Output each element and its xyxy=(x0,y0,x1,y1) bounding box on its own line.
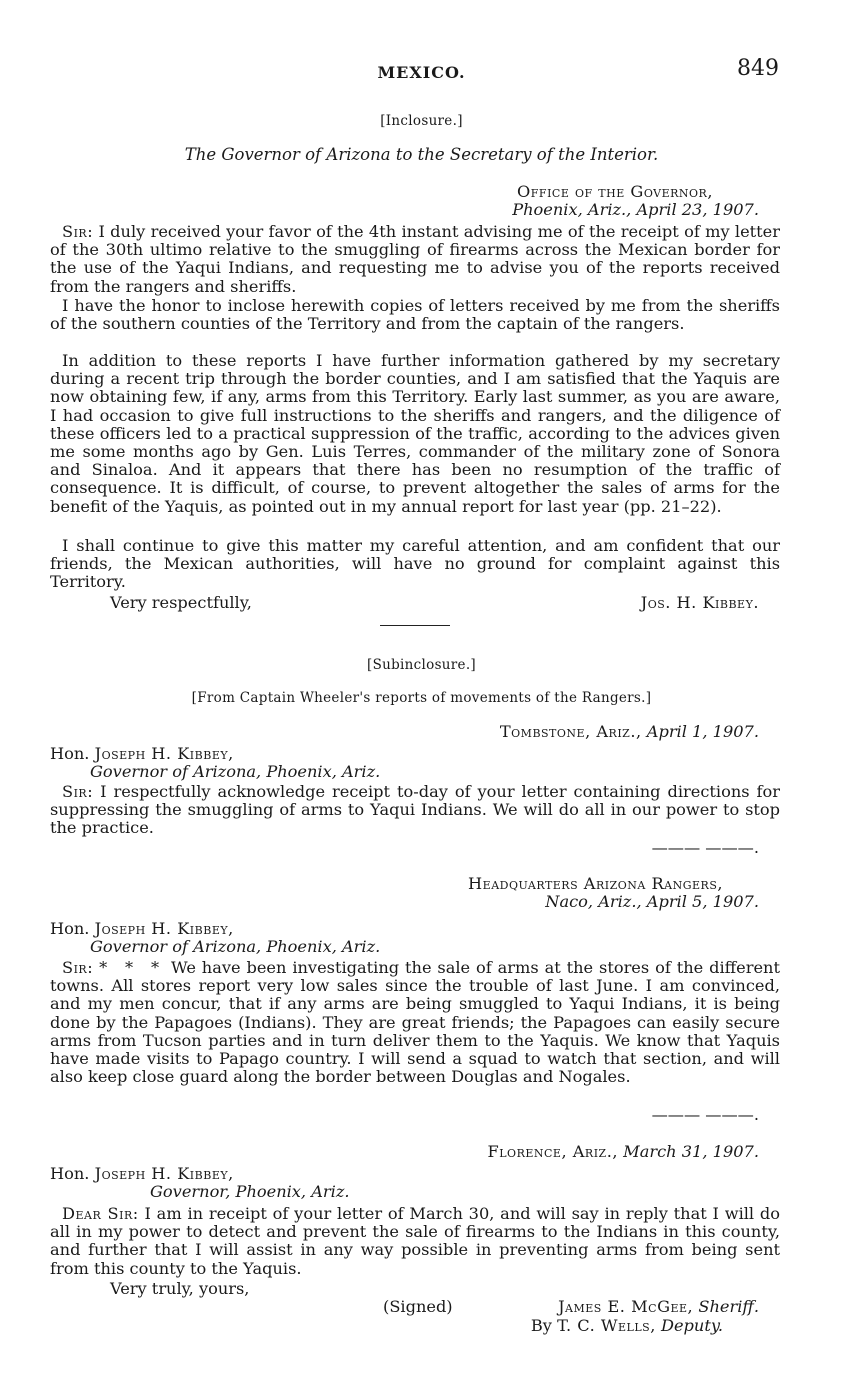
letter2-addressee-title: Governor of Arizona, Phoenix, Ariz. xyxy=(90,937,381,956)
letter3-place-date: Florence, Ariz., March 31, 1907. xyxy=(487,1142,759,1161)
office-line: Office of the Governor, xyxy=(517,182,713,201)
page-number: 849 xyxy=(737,56,779,81)
letter3-closing: Very truly, yours, xyxy=(110,1279,250,1298)
governor-letter-paragraph-2: I have the honor to inclose herewith copies of letters received by me from the sheriffs of the southern counties of the Territory and from the captain of the rangers. xyxy=(50,296,780,334)
letter3-signer: James E. McGee, Sheriff. xyxy=(558,1297,759,1316)
governor-letter-paragraph-4: I shall continue to give this matter my careful attention, and am confident that our friends, the Mexican authorities, will have no ground for complaint against this Territory. xyxy=(50,536,780,592)
letter3-addressee-title: Governor, Phoenix, Ariz. xyxy=(150,1182,350,1201)
governor-letter-paragraph-1: Sir: I duly received your favor of the 4th instant advising me of the receipt of my letter of the 30th ultimo relative to the smuggling of firearms across the Mexican border for the use of the Yaqui Indians, and requesting me to advise you of the reports received from the rangers and sheriffs. xyxy=(50,222,780,296)
letter2-place-date: Naco, Ariz., April 5, 1907. xyxy=(545,892,759,911)
letter1-place-date: Tombstone, Ariz., April 1, 1907. xyxy=(499,722,759,741)
letter1-addressee: Hon. Joseph H. Kibbey, xyxy=(50,744,234,763)
office-place-date: Phoenix, Ariz., April 23, 1907. xyxy=(512,200,759,219)
letter3-addressee: Hon. Joseph H. Kibbey, xyxy=(50,1164,234,1183)
section-divider xyxy=(380,625,450,626)
closing: Very respectfully, xyxy=(110,593,252,612)
letter1-signature-blank: ——— ———. xyxy=(651,838,759,857)
letter2-body: Sir: * * * We have been investigating the sale of arms at the stores of the different towns. All stores report very low sales since the trouble of last June. I am convinced, and my men concur, that if any arms are being smuggled to Yaqui Indians, it is being done by the Papagoes (Indians). They are great friends; the Papagoes can easily secure arms from Tucson parties and in turn deliver them to the Yaquis. We know that Yaquis have made visits to Papago country. I will send a squad to watch that section, and will also keep close guard along the border between Douglas and Nogales. xyxy=(50,958,780,1087)
letter1-body: Sir: I respectfully acknowledge receipt to-day of your letter containing directions for suppressing the smuggling of arms to Yaqui Indians. We will do all in our power to stop the practice. xyxy=(50,782,780,838)
letter3-body: Dear Sir: I am in receipt of your letter of March 30, and will say in reply that I will do all in my power to detect and prevent the sale of firearms to the Indians in this county, and further that I will assist in any way possible in preventing arms from being sent from this county to the Yaquis. xyxy=(50,1204,780,1278)
inclosure-label: [Inclosure.] xyxy=(380,113,463,129)
letter2-signature-blank: ——— ———. xyxy=(651,1105,759,1124)
subinclosure-label: [Subinclosure.] xyxy=(367,657,476,673)
inclosure-heading: The Governor of Arizona to the Secretary of the Interior. xyxy=(184,145,659,164)
subinclosure-source-note: [From Captain Wheeler's reports of movements of the Rangers.] xyxy=(191,690,652,706)
letter2-place: Headquarters Arizona Rangers, xyxy=(468,874,723,893)
letter3-signed-label: (Signed) xyxy=(383,1297,453,1316)
salutation: Sir: xyxy=(62,222,94,241)
governor-letter-paragraph-3: In addition to these reports I have further information gathered by my secretary during a recent trip through the border counties, and I am satisfied that the Yaquis are now obtaining few, if any, arms from this Territory. Early last summer, as you are aware, I had occasion to give full instructions to the sheriffs and rangers, and the diligence of these officers led to a practical suppression of the traffic, according to the advices given me some months ago by Gen. Luis Terres, commander of the military zone of Sonora and Sinaloa. And it appears that there has been no resumption of the traffic of consequence. It is difficult, of course, to prevent altogether the sales of arms for the benefit of the Yaquis, as pointed out in my annual report for last year (pp. 21–22). xyxy=(50,351,780,516)
signature: Jos. H. Kibbey. xyxy=(640,593,759,612)
letter3-deputy: By T. C. Wells, Deputy. xyxy=(530,1316,723,1335)
running-title: MEXICO. xyxy=(377,63,466,82)
letter2-addressee: Hon. Joseph H. Kibbey, xyxy=(50,919,234,938)
letter1-addressee-title: Governor of Arizona, Phoenix, Ariz. xyxy=(90,762,381,781)
